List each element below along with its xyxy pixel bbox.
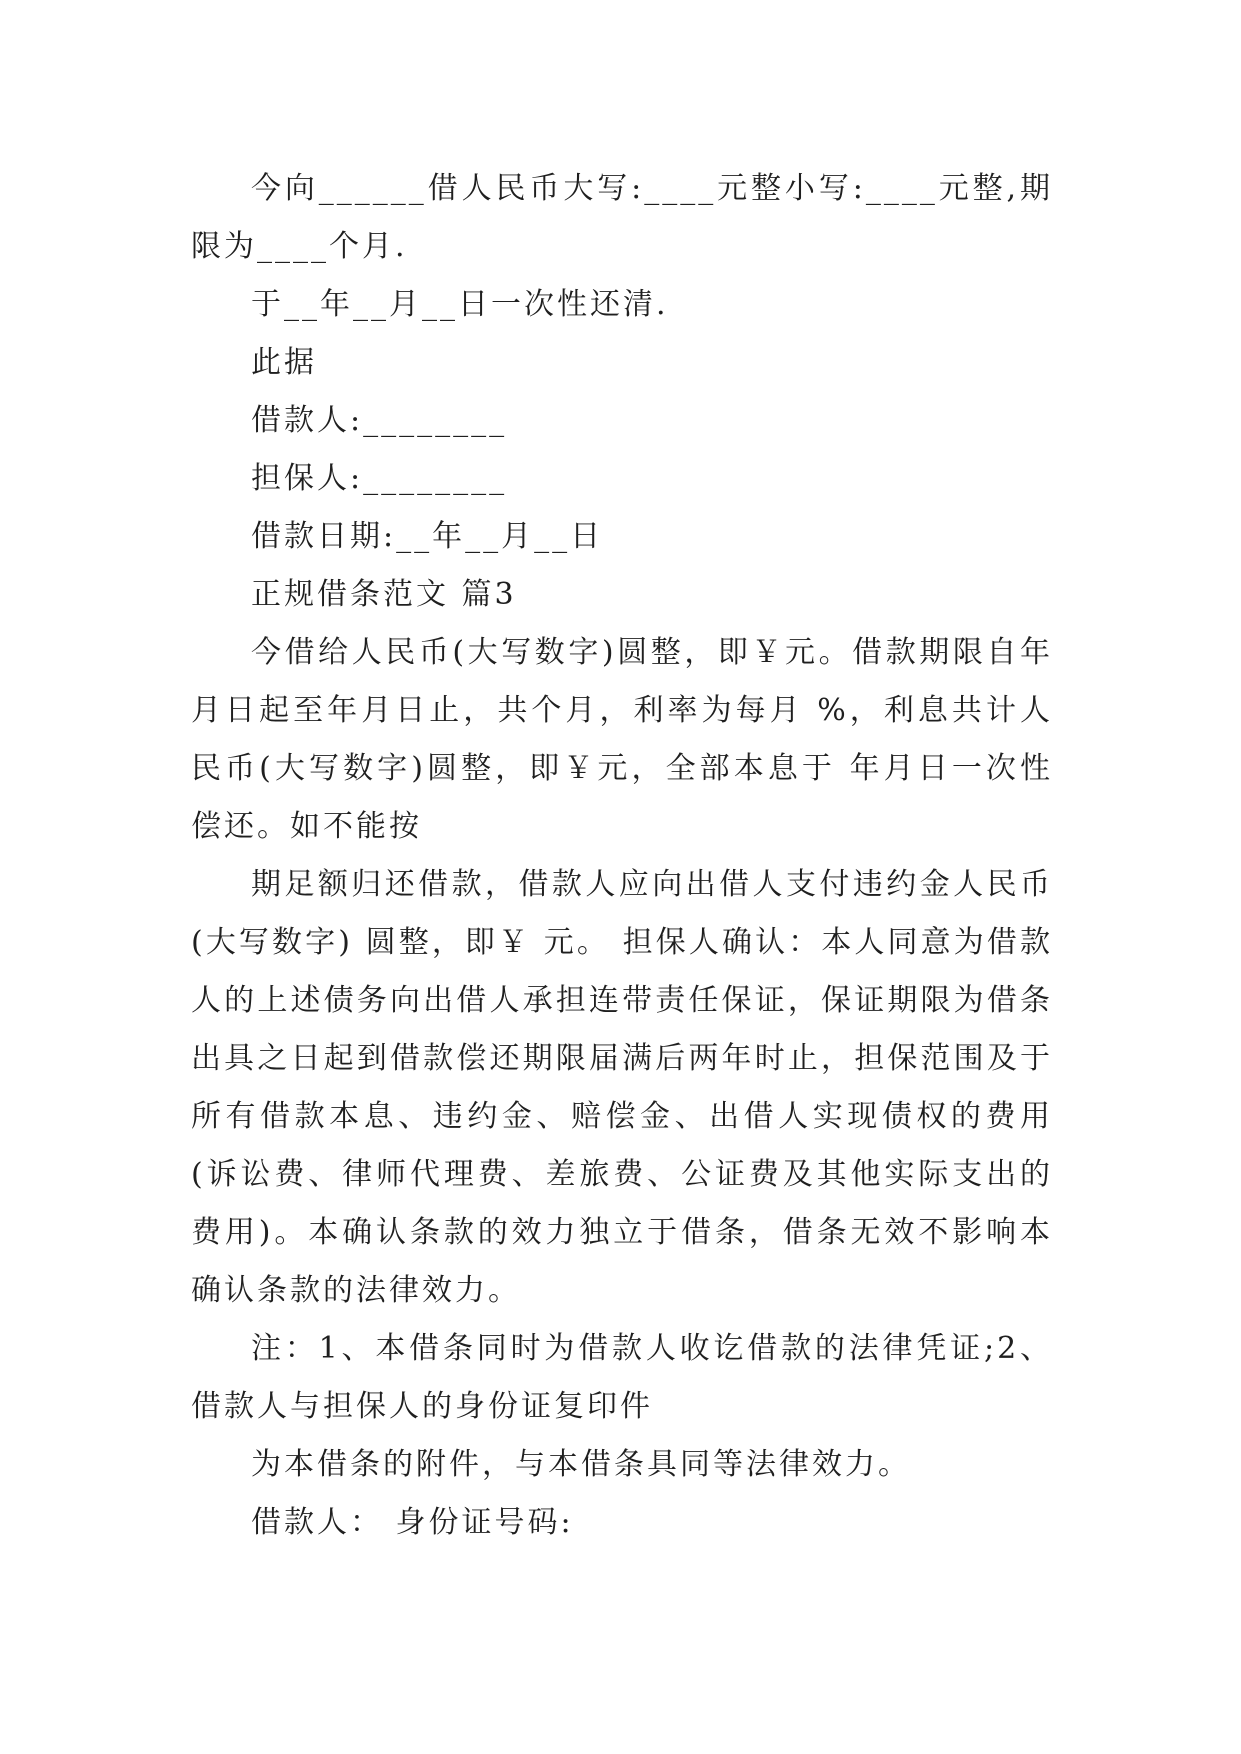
paragraph-note: 注：1、本借条同时为借款人收讫借款的法律凭证;2、借款人与担保人的身份证复印件 [191, 1331, 1053, 1424]
paragraph-guarantee-terms: 期足额归还借款，借款人应向出借人支付违约金人民币(大写数字) 圆整，即￥ 元。 担保人确认：本人同意为借款人的上述债务向出借人承担连带责任保证，保证期限为借条出具之日起到借款偿还期限届满后两年时止，担保范围及于所有借款本息、违约金、赔偿金、出借人实现债权的费用(诉讼费、律师代理费、差旅费、公证费及其他实际支出的费用)。本确认条款的效力独立于借条，借条无效不影响本确认条款的法律效力。 [191, 867, 1053, 1308]
paragraph-loan-date: 借款日期:__年__月__日 [251, 519, 604, 554]
paragraph-repayment-date: 于__年__月__日一次性还清. [251, 287, 669, 322]
section-heading: 正规借条范文 篇3 [251, 577, 517, 612]
paragraph-loan-terms: 今借给人民币(大写数字)圆整，即￥元。借款期限自年月日起至年月日止，共个月，利率为每月 %，利息共计人民币(大写数字)圆整，即￥元，全部本息于 年月日一次性偿还。如不能按 [191, 635, 1053, 844]
paragraph-borrower: 借款人:________ [251, 403, 508, 438]
paragraph-loan-amount: 今向______借人民币大写:____元整小写:____元整,期限为____个月. [191, 171, 1053, 264]
document-body [191, 160, 1053, 1552]
paragraph-evidence: 此据 [251, 345, 317, 380]
paragraph-borrower-id: 借款人： 身份证号码: [251, 1505, 574, 1540]
paragraph-attachment: 为本借条的附件，与本借条具同等法律效力。 [251, 1447, 911, 1482]
paragraph-guarantor: 担保人:________ [251, 461, 508, 496]
